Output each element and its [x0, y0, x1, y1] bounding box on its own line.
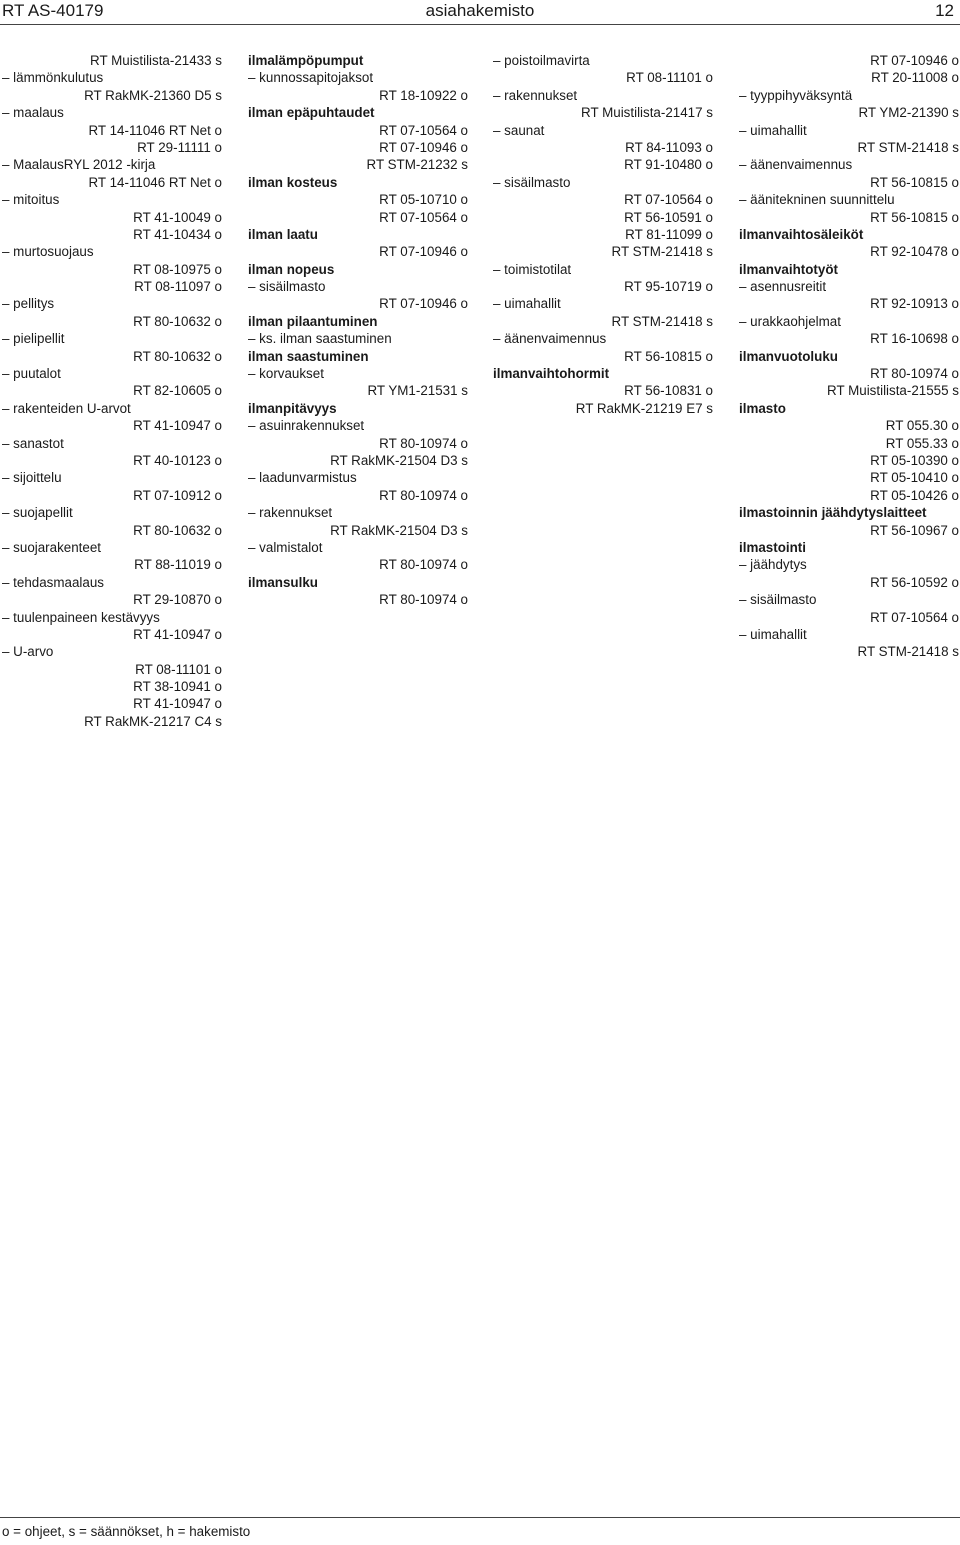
reference-line: RT Muistilista-21433 s [90, 53, 222, 68]
index-subentry: – tyyppihyväksyntä [739, 87, 959, 104]
reference-line: RT RakMK-21360 D5 s [84, 87, 222, 103]
index-subentry: – lämmönkulutus [2, 69, 222, 86]
reference-line: RT 56-10815 o [870, 174, 959, 190]
reference-line: RT RakMK-21217 C4 s [84, 713, 222, 729]
reference-line: RT 18-10922 o [379, 87, 468, 103]
index-subentry: – pielipellit [2, 330, 222, 347]
reference-line: RT 14-11046 RT Net o [88, 174, 222, 190]
index-subentry: – maalaus [2, 104, 222, 121]
index-heading: ilmanvuotoluku [739, 348, 838, 364]
reference-line: RT 08-11101 o [626, 70, 713, 86]
index-heading: ilman pilaantuminen [248, 313, 378, 329]
reference-line: RT 80-10632 o [133, 313, 222, 329]
index-subentry: – puutalot [2, 365, 222, 382]
index-subentry: – uimahallit [739, 626, 959, 643]
index-subentry: – suojarakenteet [2, 539, 222, 556]
index-subentry: – rakennukset [248, 504, 468, 521]
index-subentry: – sanastot [2, 435, 222, 452]
index-heading: ilmansulku [248, 574, 318, 590]
legend: o = ohjeet, s = säännökset, h = hakemisto [2, 1524, 251, 1539]
reference-line: RT RakMK-21504 D3 s [330, 522, 468, 538]
index-subentry: – MaalausRYL 2012 -kirja [2, 156, 222, 173]
index-subentry: – urakkaohjelmat [739, 313, 959, 330]
index-subentry: – rakenteiden U-arvot [2, 400, 222, 417]
index-subentry: – äänitekninen suunnittelu [739, 191, 959, 208]
reference-line: RT 41-10434 o [133, 226, 222, 242]
reference-line: RT 29-11111 o [137, 139, 222, 155]
index-column-3 [493, 52, 713, 417]
index-subentry: – sisäilmasto [248, 278, 468, 295]
reference-line: RT 07-10912 o [133, 487, 222, 503]
index-column-4 [739, 52, 959, 661]
reference-line: RT 92-10913 o [870, 296, 959, 312]
reference-line: RT 38-10941 o [133, 679, 222, 695]
reference-line: RT 05-10426 o [870, 487, 959, 503]
reference-line: RT 07-10946 o [379, 139, 468, 155]
reference-line: RT 07-10564 o [870, 609, 959, 625]
index-heading: ilmanvaihtotyöt [739, 261, 838, 277]
reference-line: RT 41-10049 o [133, 209, 222, 225]
reference-line: RT 80-10974 o [379, 592, 468, 608]
index-subentry: – saunat [493, 122, 713, 139]
footer-rule [0, 1517, 960, 1518]
index-heading: ilman epäpuhtaudet [248, 105, 375, 121]
page-number: 12 [935, 1, 954, 20]
reference-line: RT 055.30 o [885, 418, 959, 434]
reference-line: RT 055.33 o [885, 435, 959, 451]
reference-line: RT 41-10947 o [133, 696, 222, 712]
reference-line: RT 56-10831 o [624, 383, 713, 399]
reference-line: RT 41-10947 o [133, 418, 222, 434]
index-heading: ilman laatu [248, 226, 318, 242]
reference-line: RT 80-10632 o [133, 522, 222, 538]
document-id: RT AS-40179 [2, 1, 104, 20]
reference-line: RT 81-11099 o [625, 226, 713, 242]
reference-line: RT 91-10480 o [624, 157, 713, 173]
page-header [0, 0, 960, 24]
index-subentry: – jäähdytys [739, 556, 959, 573]
reference-line: RT STM-21418 s [857, 644, 959, 660]
index-subentry: – U-arvo [2, 643, 222, 660]
reference-line: RT 29-10870 o [133, 592, 222, 608]
index-subentry: – rakennukset [493, 87, 713, 104]
reference-line: RT 84-11093 o [625, 139, 713, 155]
reference-line: RT 07-10564 o [379, 209, 468, 225]
reference-line: RT RakMK-21219 E7 s [575, 400, 713, 416]
reference-line: RT 82-10605 o [133, 383, 222, 399]
index-subentry: – asuinrakennukset [248, 417, 468, 434]
reference-line: RT 56-10592 o [870, 574, 959, 590]
index-subentry: – kunnossapitojaksot [248, 69, 468, 86]
index-heading: ilman kosteus [248, 174, 338, 190]
index-subentry: – valmistalot [248, 539, 468, 556]
index-subentry: – suojapellit [2, 504, 222, 521]
index-heading: ilmalämpöpumput [248, 53, 364, 68]
reference-line: RT STM-21232 s [366, 157, 468, 173]
index-heading: ilmanvaihtohormit [493, 366, 610, 382]
reference-line: RT 07-10564 o [379, 122, 468, 138]
reference-line: RT 80-10632 o [133, 348, 222, 364]
reference-line: RT 80-10974 o [379, 435, 468, 451]
index-heading: ilmastoinnin jäähdytyslaitteet [739, 505, 927, 521]
index-subentry: – tehdasmaalaus [2, 574, 222, 591]
index-subentry: – uimahallit [739, 122, 959, 139]
index-subentry: – pellitys [2, 295, 222, 312]
reference-line: RT 07-10946 o [379, 296, 468, 312]
index-column-1 [2, 52, 222, 730]
index-subentry: – uimahallit [493, 295, 713, 312]
index-subentry: – laadunvarmistus [248, 469, 468, 486]
index-subentry: – mitoitus [2, 191, 222, 208]
reference-line: RT Muistilista-21417 s [581, 105, 713, 121]
index-heading: ilmanvaihtosäleiköt [739, 226, 864, 242]
reference-line: RT YM2-21390 s [858, 105, 959, 121]
index-subentry: – tuulenpaineen kestävyys [2, 609, 222, 626]
reference-line: RT 08-11101 o [135, 661, 222, 677]
reference-line: RT 92-10478 o [870, 244, 959, 260]
index-heading: ilman saastuminen [248, 348, 369, 364]
index-heading: ilmasto [739, 400, 786, 416]
reference-line: RT 40-10123 o [133, 452, 222, 468]
reference-line: RT 41-10947 o [133, 626, 222, 642]
index-column-2 [248, 52, 468, 609]
index-heading: ilmastointi [739, 539, 806, 555]
reference-line: RT 16-10698 o [870, 331, 959, 347]
reference-line: RT 05-10410 o [870, 470, 959, 486]
reference-line: RT Muistilista-21555 s [827, 383, 959, 399]
reference-line: RT 05-10390 o [870, 452, 959, 468]
reference-line: RT 56-10815 o [624, 348, 713, 364]
index-subentry: – asennusreitit [739, 278, 959, 295]
reference-line: RT 88-11019 o [134, 557, 222, 573]
index-heading: ilman nopeus [248, 261, 335, 277]
reference-line: RT 56-10591 o [624, 209, 713, 225]
index-heading: ilmanpitävyys [248, 400, 337, 416]
reference-line: RT 56-10815 o [870, 209, 959, 225]
index-subentry: – korvaukset [248, 365, 468, 382]
reference-line: RT YM1-21531 s [367, 383, 468, 399]
index-subentry: – murtosuojaus [2, 243, 222, 260]
section-title: asiahakemisto [425, 1, 535, 20]
reference-line: RT 07-10946 o [379, 244, 468, 260]
index-subentry: – toimistotilat [493, 261, 713, 278]
reference-line: RT 08-10975 o [133, 261, 222, 277]
reference-line: RT 05-10710 o [379, 192, 468, 208]
reference-line: RT 80-10974 o [379, 487, 468, 503]
reference-line: RT 07-10564 o [624, 192, 713, 208]
index-subentry: – äänenvaimennus [739, 156, 959, 173]
reference-line: RT 95-10719 o [624, 279, 713, 295]
reference-line: RT 14-11046 RT Net o [88, 122, 222, 138]
reference-line: RT STM-21418 s [611, 313, 713, 329]
reference-line: RT RakMK-21504 D3 s [330, 452, 468, 468]
index-subentry: – sijoittelu [2, 469, 222, 486]
reference-line: RT 80-10974 o [379, 557, 468, 573]
index-subentry: – äänenvaimennus [493, 330, 713, 347]
index-subentry: – sisäilmasto [493, 174, 713, 191]
reference-line: RT 56-10967 o [870, 522, 959, 538]
reference-line: RT STM-21418 s [611, 244, 713, 260]
reference-line: RT 08-11097 o [134, 279, 222, 295]
index-subentry: – poistoilmavirta [493, 52, 713, 69]
reference-line: RT 07-10946 o [870, 53, 959, 68]
reference-line: RT 80-10974 o [870, 366, 959, 382]
reference-line: RT 20-11008 o [871, 70, 959, 86]
index-subentry: – ks. ilman saastuminen [248, 330, 468, 347]
index-subentry: – sisäilmasto [739, 591, 959, 608]
reference-line: RT STM-21418 s [857, 139, 959, 155]
header-rule [0, 24, 960, 25]
